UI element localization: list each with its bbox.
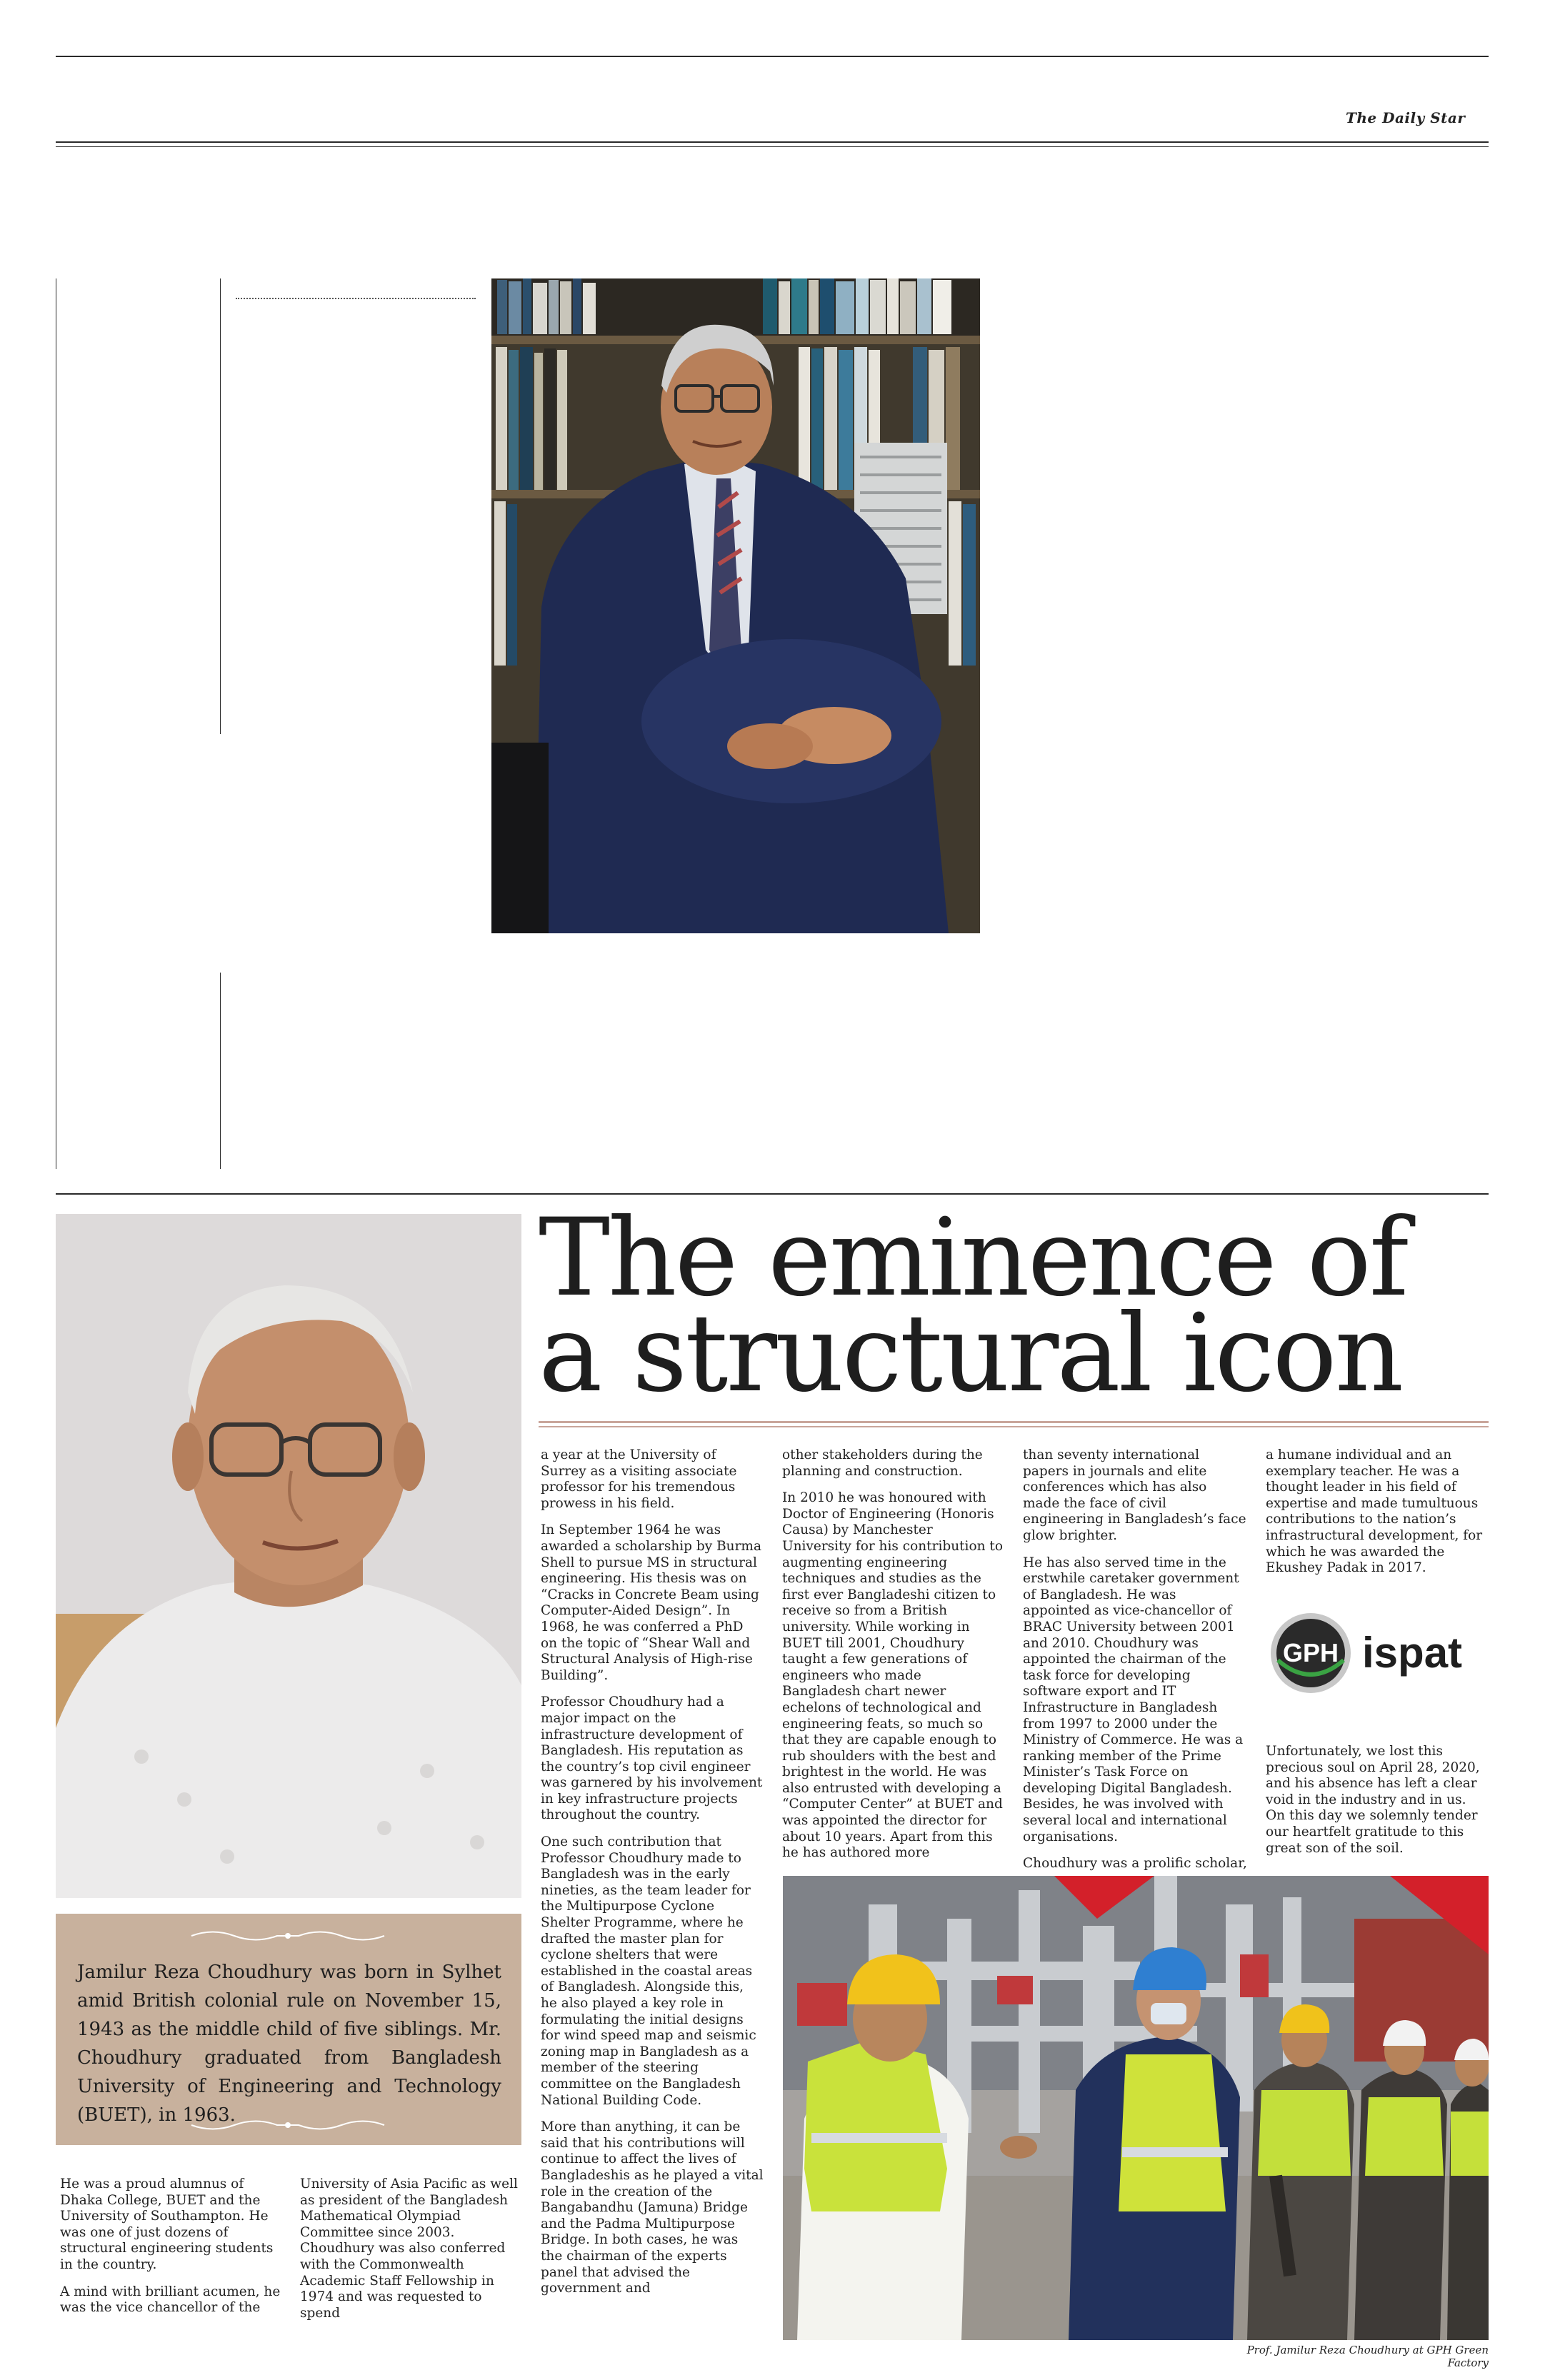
article-column-5 (1023, 1447, 1247, 1883)
portrait-photo-library (491, 278, 980, 933)
paragraph: A mind with brilliant acumen, he was the vice chancellor of the (60, 2284, 281, 2316)
headline-rule-secondary (539, 1426, 1489, 1427)
header-rule-1 (56, 141, 1489, 143)
headline-rule (539, 1421, 1489, 1423)
frame-inner-line-bottom (220, 973, 221, 1169)
paragraph: In September 1964 he was awarded a scholarship by Burma Shell to pursue MS in structural engineering. His thesis was on “Cracks in Concrete Beam using Computer-Aided Design”. In 1968, he was conferred a PhD on the topic of “Shear Wall and Structural Analysis of High-rise Building”. (541, 1522, 762, 1683)
paragraph: than seventy international papers in journals and elite conferences which has also made the face of civil engineering in Bangladesh’s face glow brighter. (1023, 1447, 1246, 1543)
header-rule-2 (56, 146, 1489, 147)
headline: The eminence of a structural icon (539, 1196, 1407, 1416)
top-rule (56, 56, 1489, 57)
paragraph: a humane individual and an exemplary teacher. He was a thought leader in his field of expertise and made tumultuous contributions to the nation’s infrastructural development, for which he was awarded the Ekushey Padak in 2017. (1266, 1447, 1483, 1576)
paragraph: University of Asia Pacific as well as president of the Bangladesh Mathematical Olympiad Committee since 2003. Choudhury was also conferred with the Commonwealth Academic Staff Fellowship in 1974 and was requested to spend (300, 2176, 518, 2321)
article-column-6-bottom (1266, 1744, 1489, 1867)
paragraph: He has also served time in the erstwhile caretaker government of Bangladesh. He was appointed as vice-chancellor of BRAC University between 2001 and 2010. Choudhury was appointed the chairman of the task force for developing software export and IT Infrastructure in Bangladesh from 1997 to 2000 under the Ministry of Commerce. He was a ranking member of the Prime Minister’s Task Force on developing Digital Bangladesh. Besides, he was involved with several local and international organisations. (1023, 1555, 1244, 1844)
article-column-6-top (1266, 1447, 1489, 1587)
section-rule (56, 1193, 1489, 1195)
pull-quote-box (56, 1914, 521, 2145)
gph-ispat-logo (1268, 1610, 1496, 1696)
portrait-photo-closeup (56, 1214, 521, 1898)
paragraph: He was a proud alumnus of Dhaka College, BUET and the University of Southampton. He was one of just dozens of structural engineering students in the country. (60, 2176, 274, 2272)
dotted-rule (236, 298, 476, 299)
ornament-top (184, 1928, 391, 1944)
paragraph: One such contribution that Professor Choudhury made to Bangladesh was in the early nineties, as the team leader for the Multipurpose Cyclone Shelter Programme, where he drafted the master plan for cyclone shelters that were established in the coastal areas of Bangladesh. Alongside this, he also played a key role in formulating the initial designs for wind speed map and seismic zoning map in Bangladesh as a member of the steering committee on the Bangladesh National Building Code. (541, 1834, 756, 2108)
paragraph: other stakeholders during the planning and construction. (782, 1447, 983, 1479)
paragraph: In 2010 he was honoured with Doctor of Engineering (Honoris Causa) by Manchester University for his contribution to augmenting engineering techniques and studies as the first ever Bangladeshi citizen to receive so from a British university. While working in BUET till 2001, Choudhury taught a few generations of engineers who made Bangladesh chart newer echelons of technological and engineering feats, so much so that they are capable enough to rub shoulders with the best and brightest in the world. He was also entrusted with developing a “Computer Center” at BUET and was appointed the director for about 10 years. Apart from this he has authored more (782, 1490, 1003, 1861)
svg-text:ispat: ispat (1362, 1629, 1463, 1677)
paragraph: More than anything, it can be said that his contributions will continue to affect the lives of Bangladeshis as he played a vital role in the creation of the Bangabandhu (Jamuna) Bridge and the Padma Multipurpose Bridge. In both cases, he was the chairman of the experts panel that advised the government and (541, 2119, 764, 2296)
paragraph: Professor Choudhury had a major impact on the infrastructure development of Bangladesh. His reputation as the country’s top civil engineer was garnered by his involvement in key infrastructure projects throughout the country. (541, 1694, 763, 1823)
photo-caption: Prof. Jamilur Reza Choudhury at GPH Green Factory (1246, 2344, 1489, 2369)
ornament-bottom (184, 2117, 391, 2133)
article-column-2 (300, 2176, 521, 2332)
article-column-4 (782, 1447, 1004, 1872)
factory-photo (783, 1876, 1489, 2340)
paragraph: Choudhury was a prolific scholar, (1023, 1856, 1247, 1872)
article-column-3 (541, 1447, 764, 2308)
frame-inner-line-top (220, 278, 221, 734)
article-column-1 (60, 2176, 281, 2327)
svg-text:GPH: GPH (1282, 1638, 1339, 1667)
paragraph: Unfortunately, we lost this precious soul on April 28, 2020, and his absence has left a clear void in the industry and in us. On this day we solemnly tender our heartfelt gratitude to this great son of the soil. (1266, 1744, 1480, 1856)
paragraph: a year at the University of Surrey as a visiting associate professor for his tremendous prowess in his field. (541, 1447, 737, 1511)
masthead-logo: The Daily Star (1346, 109, 1466, 126)
pull-quote-text: Jamilur Reza Choudhury was born in Sylhet amid British colonial rule on November 15, 1943 as the middle child of five siblings. Mr. Choudhury graduated from Bangladesh University of Engineering and Technology (BUET), in 1963. (77, 1962, 501, 2126)
